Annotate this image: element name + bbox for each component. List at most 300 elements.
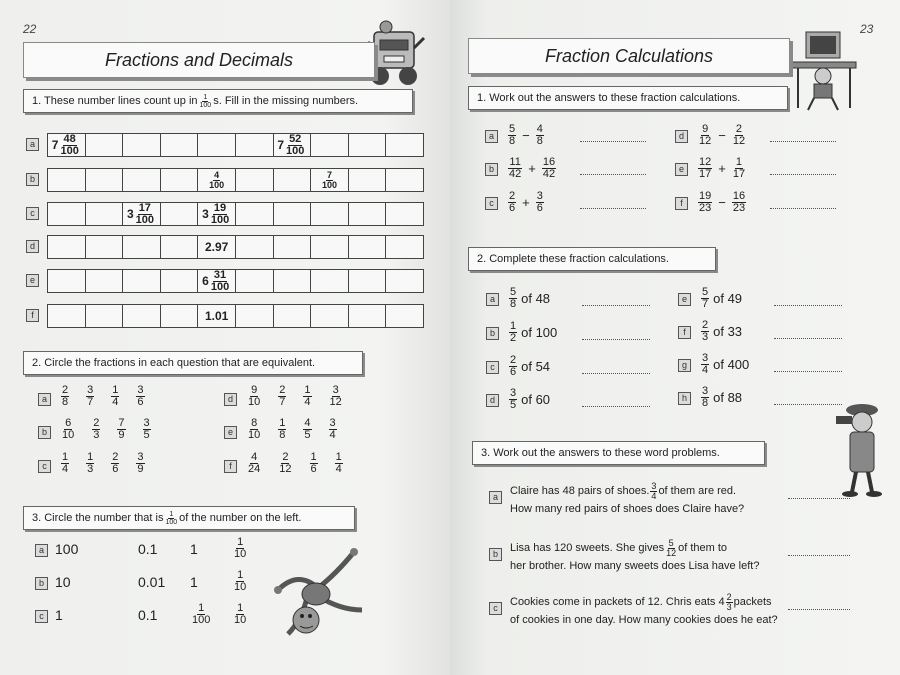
denominator: 24 xyxy=(248,463,261,475)
number-line-blank[interactable] xyxy=(123,236,161,258)
denominator: 10 xyxy=(62,429,75,441)
numerator: 2 xyxy=(726,592,732,602)
numerator: 2 xyxy=(510,354,517,366)
number-line-blank[interactable] xyxy=(123,134,161,156)
fraction-of-amount xyxy=(700,320,742,343)
number-line-blank[interactable] xyxy=(48,236,86,258)
answer-line[interactable] xyxy=(770,174,836,175)
number-line-blank[interactable] xyxy=(386,305,423,327)
numerator: 8 xyxy=(251,417,258,429)
answer-line[interactable] xyxy=(770,208,836,209)
problem-text: Claire has 48 pairs of shoes. xyxy=(510,485,650,497)
numerator: 2 xyxy=(282,451,289,463)
question-letter: e xyxy=(26,274,39,287)
detective-illustration xyxy=(832,400,888,498)
of-amount-text: of 400 xyxy=(713,357,750,372)
problem-text: Cookies come in packets of 12. Chris eats 4 xyxy=(510,596,725,608)
denominator: 42 xyxy=(509,168,522,180)
number-line-blank[interactable] xyxy=(349,305,387,327)
fraction xyxy=(191,603,211,626)
denominator: 100 xyxy=(60,144,79,157)
word-problem xyxy=(510,593,778,629)
number-line-blank[interactable] xyxy=(236,203,274,225)
question-letter: d xyxy=(224,393,237,406)
answer-line[interactable] xyxy=(774,338,842,339)
fraction xyxy=(698,191,712,214)
denominator: 4 xyxy=(112,396,119,408)
question-letter: c xyxy=(35,610,48,623)
whole-number: 6 xyxy=(202,274,209,288)
problem-line-1 xyxy=(510,539,759,558)
calculation xyxy=(507,157,557,180)
selectable-fraction[interactable] xyxy=(61,385,69,408)
denominator: 10 xyxy=(234,614,247,626)
fraction-of-amount xyxy=(508,355,550,378)
operator: − xyxy=(718,128,726,143)
numerator: 3 xyxy=(702,352,709,364)
numerator: 4 xyxy=(251,451,258,463)
answer-line[interactable] xyxy=(582,406,650,407)
number-line-blank[interactable] xyxy=(386,134,423,156)
fraction xyxy=(135,203,155,226)
selectable-fraction[interactable] xyxy=(278,452,292,475)
calculation xyxy=(507,191,545,214)
fraction xyxy=(536,124,544,147)
question-3-heading xyxy=(23,506,355,530)
question-letter: f xyxy=(26,309,39,322)
question-letter: a xyxy=(489,491,502,504)
of-amount-text: of 33 xyxy=(713,324,743,339)
numerator: 9 xyxy=(251,384,258,396)
denominator: 9 xyxy=(137,463,144,475)
answer-line[interactable] xyxy=(582,373,650,374)
selectable-fraction[interactable] xyxy=(278,418,286,441)
number-line-blank[interactable] xyxy=(311,236,349,258)
left-number: 10 xyxy=(55,574,71,590)
denominator: 7 xyxy=(87,396,94,408)
number-line-blank[interactable] xyxy=(161,236,199,258)
fraction xyxy=(536,191,544,214)
number-line-blank[interactable] xyxy=(86,203,124,225)
denominator: 100 xyxy=(321,179,337,190)
answer-option[interactable] xyxy=(232,570,248,593)
fraction-of-amount xyxy=(700,287,742,310)
fraction xyxy=(508,124,516,147)
answer-option[interactable]: 1 xyxy=(190,541,198,557)
q1-text-start: 1. These number lines count up in xyxy=(32,95,198,107)
numerator: 1 xyxy=(203,93,208,101)
number-line-blank[interactable] xyxy=(48,169,86,191)
answer-line[interactable] xyxy=(774,305,842,306)
denominator: 17 xyxy=(732,168,746,180)
page-title xyxy=(468,38,790,74)
selectable-fraction[interactable] xyxy=(61,452,69,475)
numerator: 4 xyxy=(304,417,311,429)
page-title-text: Fraction Calculations xyxy=(544,45,714,66)
selectable-fraction[interactable] xyxy=(86,385,94,408)
q1-text-end: s. Fill in the missing numbers. xyxy=(213,95,359,107)
page-title xyxy=(23,42,375,78)
question-letter: b xyxy=(485,163,498,176)
answer-option[interactable]: 0.01 xyxy=(138,574,166,590)
answer-line[interactable] xyxy=(582,305,650,306)
whole-number: 7 xyxy=(51,138,59,152)
number-line-value xyxy=(48,134,86,156)
selectable-fraction[interactable] xyxy=(111,385,119,408)
numerator: 19 xyxy=(699,190,712,202)
denominator: 7 xyxy=(279,396,286,408)
fraction-of-amount xyxy=(700,386,742,409)
numerator: 1 xyxy=(335,451,342,463)
denominator: 42 xyxy=(542,168,556,180)
numerator: 16 xyxy=(542,156,556,168)
fraction xyxy=(210,270,230,293)
number-line-blank[interactable] xyxy=(274,203,312,225)
fraction xyxy=(732,124,746,147)
question-2-heading xyxy=(23,351,363,375)
question-letter: a xyxy=(38,393,51,406)
answer-line[interactable] xyxy=(582,339,650,340)
denominator: 23 xyxy=(732,202,746,214)
denominator: 9 xyxy=(118,429,125,441)
problem-line-2: of cookies in one day. How many cookies does he eat? xyxy=(510,614,778,626)
number-line-blank[interactable] xyxy=(349,203,387,225)
number-line-blank[interactable] xyxy=(161,203,199,225)
question-letter: b xyxy=(35,577,48,590)
fraction xyxy=(508,191,516,214)
denominator: 8 xyxy=(62,396,69,408)
operator: + xyxy=(522,195,530,210)
denominator: 6 xyxy=(510,366,517,378)
numerator: 1 xyxy=(112,384,119,396)
numerator: 5 xyxy=(702,286,709,298)
answer-option[interactable]: 1 xyxy=(190,574,198,590)
answer-line[interactable] xyxy=(580,141,646,142)
selectable-fraction[interactable] xyxy=(329,418,337,441)
question-letter: b xyxy=(38,426,51,439)
numerator: 5 xyxy=(668,538,674,548)
fraction-group xyxy=(60,418,167,441)
selectable-fraction[interactable] xyxy=(247,418,261,441)
number-line-blank[interactable] xyxy=(274,305,312,327)
denominator: 6 xyxy=(112,463,119,475)
selectable-fraction[interactable] xyxy=(303,385,311,408)
number-line-blank[interactable] xyxy=(198,134,236,156)
denominator: 10 xyxy=(234,581,247,593)
number-line-blank[interactable] xyxy=(311,134,349,156)
monkey-illustration xyxy=(258,530,376,648)
number-line-blank[interactable] xyxy=(123,305,161,327)
mixed-number xyxy=(207,171,226,190)
fraction xyxy=(732,191,746,214)
answer-option[interactable] xyxy=(232,603,248,626)
whole-number: 3 xyxy=(202,207,209,221)
denominator: 4 xyxy=(304,396,311,408)
number-line-blank[interactable] xyxy=(161,134,199,156)
numerator: 3 xyxy=(536,190,543,202)
numerator: 1 xyxy=(304,384,311,396)
fraction xyxy=(701,320,709,343)
q3-text-start: 3. Circle the number that is xyxy=(32,512,164,524)
problem-line-1 xyxy=(510,482,744,501)
denominator: 6 xyxy=(137,396,144,408)
numerator: 2 xyxy=(735,123,743,135)
fraction xyxy=(208,171,225,190)
number-line-blank[interactable] xyxy=(274,169,312,191)
number-line-blank[interactable] xyxy=(48,270,86,292)
number-line-value xyxy=(198,169,236,191)
denominator: 100 xyxy=(286,144,305,157)
numerator: 3 xyxy=(510,387,517,399)
calculation xyxy=(507,124,545,147)
number-line-blank[interactable] xyxy=(274,236,312,258)
problem-line-1 xyxy=(510,593,778,612)
number-line-blank[interactable] xyxy=(236,236,274,258)
selectable-fraction[interactable] xyxy=(278,385,286,408)
whole-number: 7 xyxy=(277,138,285,152)
numerator: 17 xyxy=(138,201,151,214)
answer-option[interactable]: 0.1 xyxy=(138,541,158,557)
number-line-blank[interactable] xyxy=(86,305,124,327)
number-line-blank[interactable] xyxy=(311,203,349,225)
fraction-group xyxy=(246,452,359,475)
operator: − xyxy=(718,195,726,210)
numerator: 2 xyxy=(279,384,286,396)
number-line-blank[interactable] xyxy=(236,270,274,292)
numerator: 12 xyxy=(699,156,712,168)
fraction xyxy=(509,388,517,411)
selectable-fraction[interactable] xyxy=(329,385,343,408)
numerator: 2 xyxy=(702,319,709,331)
denominator: 100 xyxy=(165,518,178,526)
answer-option[interactable]: 0.1 xyxy=(138,607,158,623)
answer-line[interactable] xyxy=(774,371,842,372)
question-letter: c xyxy=(486,361,499,374)
denominator: 4 xyxy=(335,463,342,475)
calculation xyxy=(697,124,747,147)
number-line-blank[interactable] xyxy=(48,305,86,327)
q2-text: 2. Complete these fraction calculations. xyxy=(477,253,669,265)
numerator: 11 xyxy=(509,156,521,168)
of-amount-text: of 100 xyxy=(521,325,558,340)
number-line-blank[interactable] xyxy=(161,169,199,191)
of-amount-text: of 60 xyxy=(521,392,551,407)
q3-fraction xyxy=(164,511,178,526)
number-line-blank[interactable] xyxy=(349,134,387,156)
left-number: 100 xyxy=(55,541,79,557)
selectable-fraction[interactable] xyxy=(143,418,151,441)
number-line-blank[interactable] xyxy=(161,305,199,327)
question-letter: a xyxy=(35,544,48,557)
answer-line[interactable] xyxy=(580,174,646,175)
left-number: 1 xyxy=(55,607,63,623)
question-letter: f xyxy=(678,326,691,339)
question-letter: c xyxy=(489,602,502,615)
number-line-blank[interactable] xyxy=(311,305,349,327)
numerator: 1 xyxy=(198,602,205,614)
number-line xyxy=(47,235,424,259)
denominator: 100 xyxy=(210,280,230,293)
denominator: 3 xyxy=(87,463,94,475)
denominator: 4 xyxy=(62,463,69,475)
fraction xyxy=(233,603,247,626)
denominator: 3 xyxy=(93,429,100,441)
number-line xyxy=(47,304,424,328)
selectable-fraction[interactable] xyxy=(303,418,311,441)
number-line xyxy=(47,168,424,192)
selectable-fraction[interactable] xyxy=(136,452,144,475)
calculation xyxy=(697,191,747,214)
numerator: 1 xyxy=(237,602,244,614)
number-line-blank[interactable] xyxy=(386,270,423,292)
answer-line[interactable] xyxy=(788,555,850,556)
denominator: 8 xyxy=(536,135,543,147)
number-line-blank[interactable] xyxy=(161,270,199,292)
numerator: 2 xyxy=(62,384,69,396)
numerator: 3 xyxy=(651,481,657,491)
answer-line[interactable] xyxy=(770,141,836,142)
mixed-number xyxy=(277,134,306,157)
question-3-heading xyxy=(472,441,765,465)
numerator: 31 xyxy=(213,268,227,281)
question-letter: d xyxy=(486,394,499,407)
denominator: 3 xyxy=(702,331,709,343)
selectable-fraction[interactable] xyxy=(247,452,261,475)
mixed-number xyxy=(127,203,156,226)
selectable-fraction[interactable] xyxy=(335,452,343,475)
selectable-fraction[interactable] xyxy=(61,418,75,441)
mixed-number xyxy=(202,270,231,293)
numerator: 3 xyxy=(87,384,94,396)
mixed-number xyxy=(320,171,339,190)
person-at-desk-illustration xyxy=(790,26,858,112)
numerator: 3 xyxy=(332,384,339,396)
number-line-blank[interactable] xyxy=(123,270,161,292)
fraction-of-amount xyxy=(508,287,550,310)
numerator: 16 xyxy=(732,190,746,202)
numerator: 3 xyxy=(137,384,144,396)
denominator: 5 xyxy=(304,429,311,441)
selectable-fraction[interactable] xyxy=(92,418,100,441)
of-amount-text: of 54 xyxy=(521,359,551,374)
q1-fraction xyxy=(199,94,213,109)
selectable-fraction[interactable] xyxy=(136,385,144,408)
denominator: 8 xyxy=(702,397,709,409)
number-line-blank[interactable] xyxy=(86,169,124,191)
selectable-fraction[interactable] xyxy=(86,452,94,475)
number-line-blank[interactable] xyxy=(236,134,274,156)
denominator: 100 xyxy=(210,213,230,226)
question-letter: d xyxy=(26,240,39,253)
numerator: 9 xyxy=(702,123,709,135)
numerator: 52 xyxy=(289,132,302,145)
number-line-blank[interactable] xyxy=(349,236,387,258)
operator: − xyxy=(522,128,530,143)
selectable-fraction[interactable] xyxy=(111,452,119,475)
operator: + xyxy=(718,161,726,176)
fraction xyxy=(698,124,712,147)
answer-option[interactable] xyxy=(232,537,248,560)
question-letter: b xyxy=(489,548,502,561)
number-line-blank[interactable] xyxy=(274,270,312,292)
question-letter: b xyxy=(486,327,499,340)
number-line-blank[interactable] xyxy=(386,203,423,225)
numerator: 1 xyxy=(237,536,244,548)
question-2-heading xyxy=(468,247,716,271)
number-line-blank[interactable] xyxy=(236,169,274,191)
number-line-blank[interactable] xyxy=(123,169,161,191)
denominator: 10 xyxy=(248,429,261,441)
answer-line[interactable] xyxy=(788,498,850,499)
number-line-blank[interactable] xyxy=(386,169,423,191)
denominator: 8 xyxy=(509,135,516,147)
answer-line[interactable] xyxy=(580,208,646,209)
number-line-value: 1.01 xyxy=(198,305,236,327)
fraction-group xyxy=(60,452,161,475)
question-letter: c xyxy=(485,197,498,210)
fraction xyxy=(508,157,522,180)
number-line-blank[interactable] xyxy=(86,134,124,156)
page-title-text: Fractions and Decimals xyxy=(104,49,294,70)
number-line-blank[interactable] xyxy=(311,270,349,292)
problem-line-2: her brother. How many sweets does Lisa have left? xyxy=(510,560,760,572)
q2-text: 2. Circle the fractions in each question that are equivalent. xyxy=(32,357,316,369)
selectable-fraction[interactable] xyxy=(310,452,318,475)
right-page xyxy=(450,0,900,675)
fraction-group xyxy=(60,385,161,408)
number-line-blank[interactable] xyxy=(349,169,387,191)
question-letter: a xyxy=(26,138,39,151)
selectable-fraction[interactable] xyxy=(117,418,125,441)
fraction xyxy=(509,355,517,378)
numerator: 1 xyxy=(62,451,69,463)
number-line-blank[interactable] xyxy=(86,270,124,292)
fraction xyxy=(321,171,338,190)
denominator: 12 xyxy=(666,548,677,558)
denominator: 12 xyxy=(329,396,342,408)
selectable-fraction[interactable] xyxy=(247,385,261,408)
denominator: 100 xyxy=(135,213,154,226)
number-line xyxy=(47,133,424,157)
number-line-blank[interactable] xyxy=(236,305,274,327)
number-line xyxy=(47,202,424,226)
number-line-blank[interactable] xyxy=(386,236,423,258)
denominator: 12 xyxy=(699,135,712,147)
answer-line[interactable] xyxy=(788,609,850,610)
denominator: 6 xyxy=(536,202,543,214)
numerator: 2 xyxy=(112,451,119,463)
fraction-group xyxy=(246,418,353,441)
fraction xyxy=(701,386,709,409)
fraction-of-amount xyxy=(700,353,749,376)
number-line-blank[interactable] xyxy=(86,236,124,258)
answer-option[interactable] xyxy=(190,603,212,626)
number-line-blank[interactable] xyxy=(48,203,86,225)
denominator: 12 xyxy=(279,463,292,475)
q3-text-end: of the number on the left. xyxy=(179,512,302,524)
question-1-heading xyxy=(468,86,788,110)
fraction-group xyxy=(246,385,359,408)
page-number: 23 xyxy=(860,22,874,36)
fraction xyxy=(210,203,230,226)
question-letter: f xyxy=(675,197,688,210)
mixed-number xyxy=(202,203,231,226)
denominator: 2 xyxy=(510,332,517,344)
number-line-blank[interactable] xyxy=(349,270,387,292)
numerator: 1 xyxy=(735,156,743,168)
denominator: 12 xyxy=(732,135,746,147)
q1-text: 1. Work out the answers to these fraction calculations. xyxy=(477,92,741,104)
